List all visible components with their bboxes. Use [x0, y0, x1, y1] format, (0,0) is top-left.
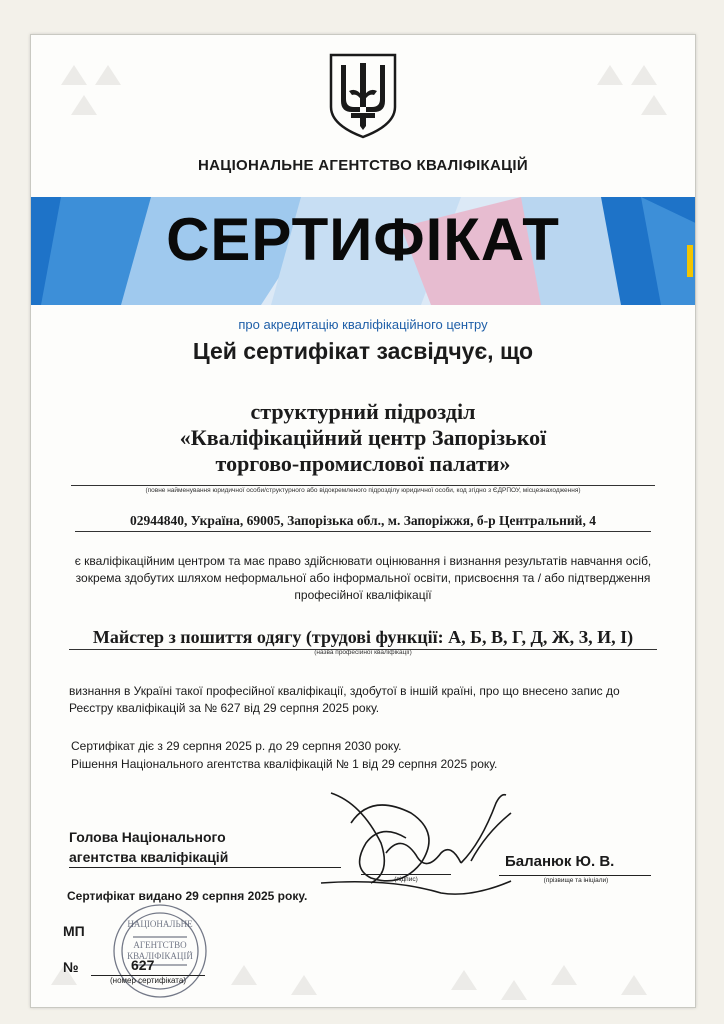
signatory-name: Баланюк Ю. В.: [505, 853, 615, 870]
holder-address: 02944840, Україна, 69005, Запорізька обл., м. Запоріжжя, б-р Центральний, 4: [130, 513, 596, 528]
number-prefix: №: [63, 959, 79, 975]
recognition-paragraph: визнання в Україні такої професійної кваліфікації, здобутої в іншій країні, про що внесено запис до Реєстру кваліфікацій за № 627 від 29 серпня 2025 року.: [69, 684, 620, 715]
signature-line: [361, 874, 451, 875]
certificate-subtitle: про акредитацію кваліфікаційного центру: [238, 317, 488, 332]
qualification-name: Майстер з пошиття одягу (трудові функції: А, Б, В, Г, Д, Ж, З, И, І): [92, 627, 634, 647]
head-title-line-1: Голова Національного: [69, 829, 226, 845]
validity-line: Сертифікат діє з 29 серпня 2025 р. до 29 серпня 2030 року.: [71, 739, 402, 753]
issued-line: Сертифікат видано 29 серпня 2025 року.: [67, 889, 308, 903]
agency-name: НАЦІОНАЛЬНЕ АГЕНТСТВО КВАЛІФІКАЦІЙ: [198, 157, 528, 174]
document-title: СЕРТИФІКАТ: [166, 206, 560, 273]
coat-of-arms-icon: [327, 51, 399, 139]
qualification-caption: (назва професійної кваліфікації): [314, 649, 412, 656]
svg-text:АГЕНТСТВО: АГЕНТСТВО: [133, 940, 187, 950]
holder-line-3: торгово-промислової палати»: [215, 451, 511, 476]
head-title-line-2: агентства кваліфікацій: [69, 849, 229, 865]
holder-line-1: структурний підрозділ: [250, 399, 476, 424]
certificate-number: 627: [131, 957, 155, 973]
decision-line: Рішення Національного агентства кваліфікацій № 1 від 29 серпня 2025 року.: [71, 757, 498, 771]
number-caption: (номер сертифіката): [109, 976, 186, 985]
rights-paragraph: є кваліфікаційним центром та має право здійснювати оцінювання і визнання результатів навчання осіб, зокрема здобутих шляхом неформальної або інформальної освіти, присвоєння та / або підтвердження професійної кваліфікації: [74, 554, 652, 602]
validity-block: [71, 737, 661, 773]
signatory-underline: [499, 875, 651, 876]
signature-caption: (підпис): [394, 876, 418, 883]
seal-label: МП: [63, 923, 85, 939]
head-underline: [69, 867, 341, 868]
address-underline: [75, 531, 651, 532]
official-stamp-icon: [93, 901, 227, 1001]
holder-name: [31, 399, 695, 477]
holder-line-2: «Кваліфікаційний центр Запорізької: [179, 425, 547, 450]
svg-text:КВАЛІФІКАЦІЙ: КВАЛІФІКАЦІЙ: [127, 951, 193, 961]
holder-caption: (повне найменування юридичної особи/структурного або відокремленого підрозділу юридичної особи, код згідно з ЄДРПОУ, місцезнаходження): [71, 485, 655, 494]
head-title: [69, 827, 228, 867]
signatory-caption: (прізвище та ініціали): [543, 877, 609, 884]
signature-icon: [311, 783, 521, 903]
certificate-page: [30, 34, 696, 1008]
certifies-line: Цей сертифікат засвідчує, що: [192, 338, 534, 364]
svg-text:НАЦІОНАЛЬНЕ: НАЦІОНАЛЬНЕ: [127, 919, 193, 929]
